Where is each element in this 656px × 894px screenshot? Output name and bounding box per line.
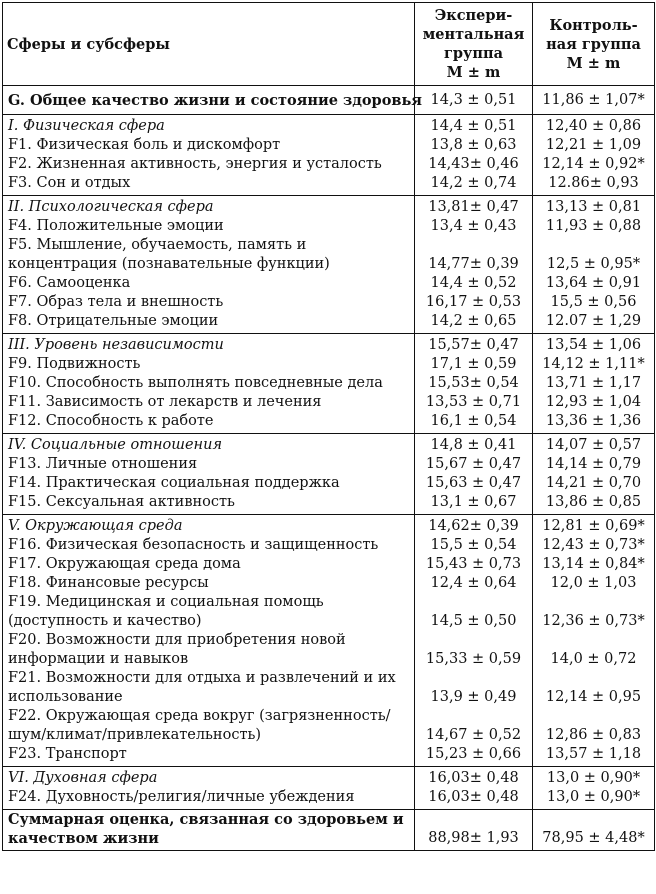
section-2-item-label: F4. Положительные эмоции: [3, 217, 415, 236]
section-2-item-ctrl: 15,5 ± 0,56: [533, 293, 655, 312]
section-3-item-label: F9. Подвижность: [3, 355, 415, 374]
section-1-ctrl: 12,40 ± 0,86: [533, 115, 655, 137]
section-3-ctrl: 13,54 ± 1,06: [533, 334, 655, 356]
section-5-item-ctrl: 13,14 ± 0,84*: [533, 555, 655, 574]
section-1-item-ctrl: 12,14 ± 0,92*: [533, 155, 655, 174]
section-5-item-ctrl: 12,0 ± 1,03: [533, 574, 655, 593]
section-1-row: [3, 115, 655, 137]
section-3-item-label: F12. Способность к работе: [3, 412, 415, 434]
general-label: G. Общее качество жизни и состояние здоровья: [3, 86, 415, 115]
section-5-item-row: [3, 631, 655, 669]
section-4-item-row: [3, 493, 655, 515]
section-6-ctrl: 13,0 ± 0,90*: [533, 767, 655, 789]
section-3-item-ctrl: 13,71 ± 1,17: [533, 374, 655, 393]
section-5-item-ctrl: 12,43 ± 0,73*: [533, 536, 655, 555]
section-3-item-ctrl: 14,12 ± 1,11*: [533, 355, 655, 374]
section-3-item-label: F10. Способность выполнять повседневные дела: [3, 374, 415, 393]
section-3-item-exp: 13,53 ± 0,71: [415, 393, 533, 412]
section-5-item-exp: 15,43 ± 0,73: [415, 555, 533, 574]
section-1-item-label: F2. Жизненная активность, энергия и усталость: [3, 155, 415, 174]
section-5-item-row: [3, 669, 655, 707]
section-4-item-ctrl: 14,14 ± 0,79: [533, 455, 655, 474]
section-4-item-row: [3, 474, 655, 493]
header-spheres: Сферы и субсферы: [3, 3, 415, 86]
section-5-item-ctrl: 12,86 ± 0,83: [533, 707, 655, 745]
section-5-item-label: F20. Возможности для приобретения новой информации и навыков: [3, 631, 415, 669]
section-5-item-ctrl: 12,14 ± 0,95: [533, 669, 655, 707]
section-4-label: IV. Социальные отношения: [3, 434, 415, 456]
section-1-item-exp: 14,43± 0,46: [415, 155, 533, 174]
section-3-item-exp: 15,53± 0,54: [415, 374, 533, 393]
section-5-item-exp: 14,5 ± 0,50: [415, 593, 533, 631]
section-1-item-row: [3, 174, 655, 196]
section-5-item-exp: 13,9 ± 0,49: [415, 669, 533, 707]
section-5-item-row: [3, 574, 655, 593]
section-2-item-exp: 14,2 ± 0,65: [415, 312, 533, 334]
section-1-item-exp: 14,2 ± 0,74: [415, 174, 533, 196]
section-5-item-label: F22. Окружающая среда вокруг (загрязненность/шум/климат/привлекательность): [3, 707, 415, 745]
section-1-item-ctrl: 12,21 ± 1,09: [533, 136, 655, 155]
section-2-item-row: [3, 217, 655, 236]
section-2-item-exp: 14,4 ± 0,52: [415, 274, 533, 293]
section-3-item-row: [3, 374, 655, 393]
section-2-item-row: [3, 236, 655, 274]
section-3-item-label: F11. Зависимость от лекарств и лечения: [3, 393, 415, 412]
section-2-item-row: [3, 293, 655, 312]
section-1-item-row: [3, 155, 655, 174]
section-4-item-label: F14. Практическая социальная поддержка: [3, 474, 415, 493]
section-5-exp: 14,62± 0,39: [415, 515, 533, 537]
total-label: Суммарная оценка, связанная со здоровьем и качеством жизни: [3, 810, 415, 851]
general-exp: 14,3 ± 0,51: [415, 86, 533, 115]
section-2-row: [3, 196, 655, 218]
section-3-item-ctrl: 13,36 ± 1,36: [533, 412, 655, 434]
section-2-item-row: [3, 274, 655, 293]
section-4-item-label: F15. Сексуальная активность: [3, 493, 415, 515]
section-6-row: [3, 767, 655, 789]
section-3-row: [3, 334, 655, 356]
section-5-item-row: [3, 745, 655, 767]
section-5-label: V. Окружающая среда: [3, 515, 415, 537]
section-6-item-row: [3, 788, 655, 810]
section-4-item-exp: 15,63 ± 0,47: [415, 474, 533, 493]
section-5-item-row: [3, 707, 655, 745]
section-2-item-ctrl: 11,93 ± 0,88: [533, 217, 655, 236]
section-2-item-row: [3, 312, 655, 334]
section-3-item-exp: 16,1 ± 0,54: [415, 412, 533, 434]
section-2-item-ctrl: 12,5 ± 0,95*: [533, 236, 655, 274]
section-1-label: I. Физическая сфера: [3, 115, 415, 137]
section-1-item-exp: 13,8 ± 0,63: [415, 136, 533, 155]
section-2-item-exp: 16,17 ± 0,53: [415, 293, 533, 312]
section-2-item-exp: 14,77± 0,39: [415, 236, 533, 274]
section-4-ctrl: 14,07 ± 0,57: [533, 434, 655, 456]
section-2-item-label: F6. Самооценка: [3, 274, 415, 293]
section-3-item-ctrl: 12,93 ± 1,04: [533, 393, 655, 412]
section-2-ctrl: 13,13 ± 0,81: [533, 196, 655, 218]
section-4-exp: 14,8 ± 0,41: [415, 434, 533, 456]
section-3-item-exp: 17,1 ± 0,59: [415, 355, 533, 374]
general-ctrl: 11,86 ± 1,07*: [533, 86, 655, 115]
section-5-item-ctrl: 14,0 ± 0,72: [533, 631, 655, 669]
section-1-item-ctrl: 12.86± 0,93: [533, 174, 655, 196]
section-5-item-label: F17. Окружающая среда дома: [3, 555, 415, 574]
section-5-item-label: F23. Транспорт: [3, 745, 415, 767]
section-2-item-label: F8. Отрицательные эмоции: [3, 312, 415, 334]
section-5-item-label: F21. Возможности для отдыха и развлечений и их использование: [3, 669, 415, 707]
section-3-item-row: [3, 393, 655, 412]
section-3-item-row: [3, 412, 655, 434]
section-2-item-label: F7. Образ тела и внешность: [3, 293, 415, 312]
section-4-item-label: F13. Личные отношения: [3, 455, 415, 474]
header-control-group: Контроль- ная группа M ± m: [533, 3, 655, 86]
section-6-exp: 16,03± 0,48: [415, 767, 533, 789]
section-4-item-exp: 13,1 ± 0,67: [415, 493, 533, 515]
total-ctrl: 78,95 ± 4,48*: [533, 810, 655, 851]
section-5-item-row: [3, 555, 655, 574]
section-3-label: III. Уровень независимости: [3, 334, 415, 356]
section-1-exp: 14,4 ± 0,51: [415, 115, 533, 137]
section-4-item-row: [3, 455, 655, 474]
section-5-item-exp: 12,4 ± 0,64: [415, 574, 533, 593]
section-4-row: [3, 434, 655, 456]
section-2-item-label: F5. Мышление, обучаемость, память и концентрация (познавательные функции): [3, 236, 415, 274]
section-5-item-row: [3, 593, 655, 631]
section-6-label: VI. Духовная сфера: [3, 767, 415, 789]
section-2-item-ctrl: 12.07 ± 1,29: [533, 312, 655, 334]
section-5-item-exp: 15,23 ± 0,66: [415, 745, 533, 767]
section-2-label: II. Психологическая сфера: [3, 196, 415, 218]
section-5-ctrl: 12,81 ± 0,69*: [533, 515, 655, 537]
section-5-item-label: F16. Физическая безопасность и защищенность: [3, 536, 415, 555]
section-2-exp: 13,81± 0,47: [415, 196, 533, 218]
header-experimental-group: Экспери- ментальная группа M ± m: [415, 3, 533, 86]
section-2-item-exp: 13,4 ± 0,43: [415, 217, 533, 236]
section-5-row: [3, 515, 655, 537]
section-5-item-exp: 15,5 ± 0,54: [415, 536, 533, 555]
section-5-item-label: F19. Медицинская и социальная помощь (доступность и качество): [3, 593, 415, 631]
general-row: [3, 86, 655, 115]
section-2-item-ctrl: 13,64 ± 0,91: [533, 274, 655, 293]
section-1-item-label: F1. Физическая боль и дискомфорт: [3, 136, 415, 155]
table-header-row: [3, 3, 655, 86]
section-5-item-row: [3, 536, 655, 555]
section-6-item-label: F24. Духовность/религия/личные убеждения: [3, 788, 415, 810]
section-6-item-ctrl: 13,0 ± 0,90*: [533, 788, 655, 810]
section-5-item-exp: 14,67 ± 0,52: [415, 707, 533, 745]
section-1-item-row: [3, 136, 655, 155]
section-6-item-exp: 16,03± 0,48: [415, 788, 533, 810]
total-exp: 88,98± 1,93: [415, 810, 533, 851]
section-5-item-label: F18. Финансовые ресурсы: [3, 574, 415, 593]
quality-of-life-table: [2, 2, 655, 851]
section-4-item-exp: 15,67 ± 0,47: [415, 455, 533, 474]
section-4-item-ctrl: 13,86 ± 0,85: [533, 493, 655, 515]
total-row: [3, 810, 655, 851]
section-5-item-ctrl: 13,57 ± 1,18: [533, 745, 655, 767]
section-1-item-label: F3. Сон и отдых: [3, 174, 415, 196]
section-5-item-exp: 15,33 ± 0,59: [415, 631, 533, 669]
section-3-item-row: [3, 355, 655, 374]
section-5-item-ctrl: 12,36 ± 0,73*: [533, 593, 655, 631]
section-3-exp: 15,57± 0,47: [415, 334, 533, 356]
section-4-item-ctrl: 14,21 ± 0,70: [533, 474, 655, 493]
